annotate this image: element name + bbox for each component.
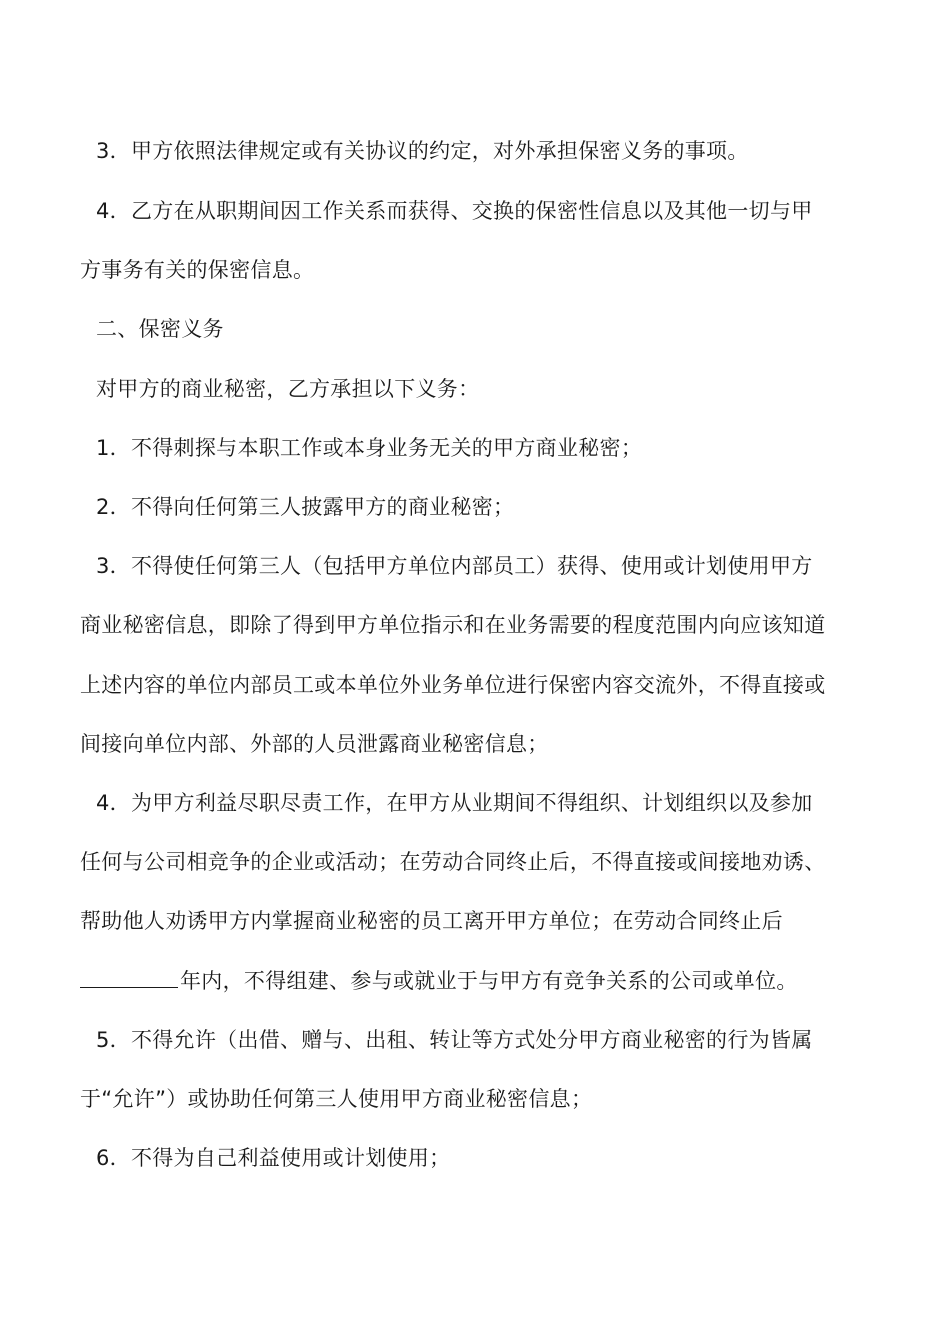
obligation-5-line-2: 于“允许”）或协助任何第三人使用甲方商业秘密信息；	[80, 1087, 593, 1111]
obligation-1: 1．不得刺探与本职工作或本身业务无关的甲方商业秘密；	[96, 436, 643, 460]
section-heading: 二、保密义务	[96, 317, 224, 341]
fill-in-blank	[80, 967, 178, 988]
obligation-6: 6．不得为自己利益使用或计划使用；	[96, 1146, 451, 1170]
obligation-2: 2．不得向任何第三人披露甲方的商业秘密；	[96, 495, 515, 519]
obligation-3-line-3: 上述内容的单位内部员工或本单位外业务单位进行保密内容交流外，不得直接或	[80, 673, 826, 697]
obligations-intro: 对甲方的商业秘密，乙方承担以下义务：	[96, 377, 480, 401]
obligation-4-line-4-text: 年内，不得组建、参与或就业于与甲方有竞争关系的公司或单位。	[180, 969, 798, 993]
obligation-4-line-4	[80, 966, 798, 996]
obligation-5-line-1: 5．不得允许（出借、赠与、出租、转让等方式处分甲方商业秘密的行为皆属	[96, 1028, 813, 1052]
obligation-4-line-3: 帮助他人劝诱甲方内掌握商业秘密的员工离开甲方单位；在劳动合同终止后	[80, 909, 783, 933]
paragraph-4-line-1: 4．乙方在从职期间因工作关系而获得、交换的保密性信息以及其他一切与甲	[96, 199, 813, 223]
obligation-3-line-4: 间接向单位内部、外部的人员泄露商业秘密信息；	[80, 732, 549, 756]
paragraph-3-line: 3．甲方依照法律规定或有关协议的约定，对外承担保密义务的事项。	[96, 139, 749, 163]
paragraph-4-line-2: 方事务有关的保密信息。	[80, 258, 315, 282]
obligation-3-line-1: 3．不得使任何第三人（包括甲方单位内部员工）获得、使用或计划使用甲方	[96, 554, 813, 578]
obligation-3-line-2: 商业秘密信息，即除了得到甲方单位指示和在业务需要的程度范围内向应该知道	[80, 613, 826, 637]
obligation-4-line-2: 任何与公司相竞争的企业或活动；在劳动合同终止后，不得直接或间接地劝诱、	[80, 850, 826, 874]
obligation-4-line-1: 4．为甲方利益尽职尽责工作，在甲方从业期间不得组织、计划组织以及参加	[96, 791, 813, 815]
